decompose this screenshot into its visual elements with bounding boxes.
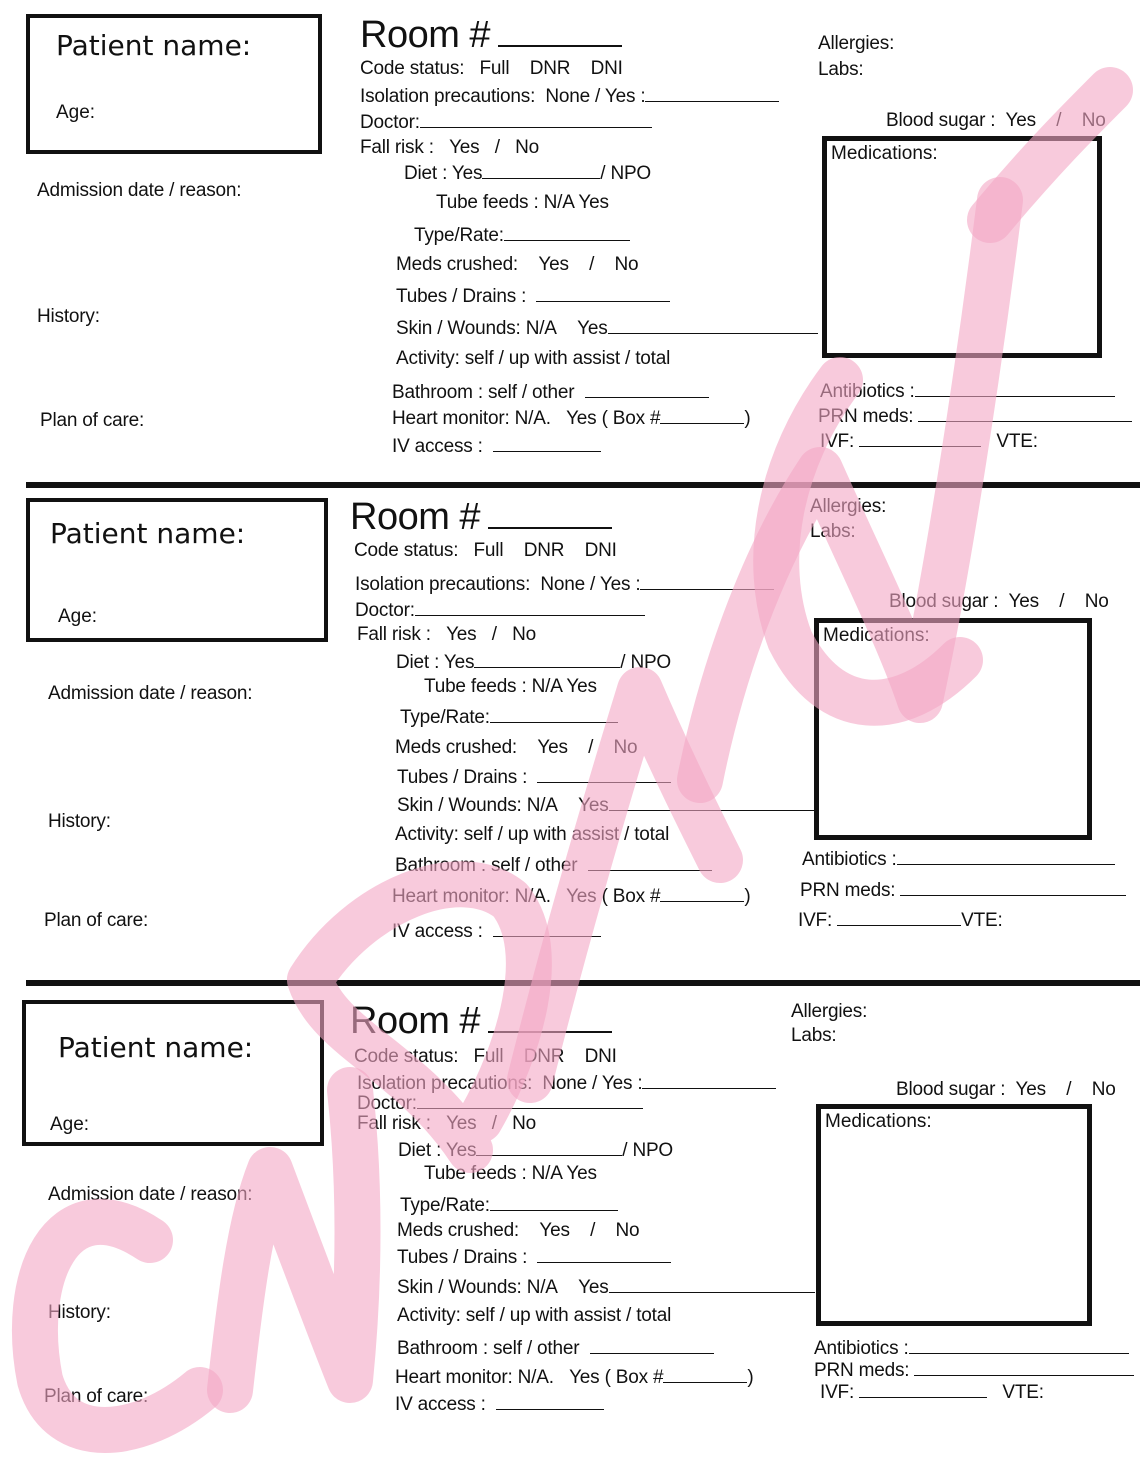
bathroom-label[interactable]: Bathroom : self / other	[397, 1338, 580, 1359]
patient-name-label: Patient name:	[56, 29, 252, 62]
fall-risk-no[interactable]: No	[512, 1113, 536, 1134]
tube-feeds-row	[424, 676, 597, 698]
tube-feeds-row	[436, 192, 609, 214]
heart-monitor-box: ( Box #	[604, 1367, 664, 1388]
meds-crushed-no[interactable]: No	[615, 1220, 640, 1241]
medications-label: Medications:	[823, 625, 930, 646]
meds-crushed-yes[interactable]: Yes	[538, 254, 569, 275]
isolation-label: Isolation precautions:	[357, 1073, 533, 1094]
tube-feeds-row	[424, 1163, 597, 1185]
heart-monitor-label[interactable]: Heart monitor: N/A.	[395, 1367, 554, 1388]
doctor-label: Doctor:	[360, 112, 420, 133]
blood-sugar-no[interactable]: No	[1081, 110, 1106, 131]
fall-risk-label: Fall risk :	[357, 624, 431, 645]
medications-box[interactable]	[814, 618, 1092, 840]
ivf-row	[820, 1381, 1044, 1404]
admission-label: Admission date / reason:	[48, 1184, 253, 1205]
room-number[interactable]	[350, 496, 612, 538]
blood-sugar-no[interactable]: No	[1084, 591, 1109, 612]
code-dni[interactable]: DNI	[584, 1046, 617, 1067]
bathroom-label[interactable]: Bathroom : self / other	[392, 382, 575, 403]
diet-label: Diet : Yes	[398, 1140, 477, 1161]
meds-crushed-row	[396, 254, 638, 276]
slash: /	[590, 1220, 596, 1241]
type-rate-label: Type/Rate:	[400, 1195, 490, 1216]
isolation-row	[360, 85, 779, 108]
skin-wounds-row	[396, 317, 818, 340]
bathroom-blank[interactable]	[590, 1337, 714, 1354]
skin-wounds-label: Skin / Wounds: N/A	[396, 318, 557, 339]
box-blank[interactable]	[660, 885, 744, 902]
fall-risk-label: Fall risk :	[357, 1113, 431, 1134]
code-dni[interactable]: DNI	[584, 540, 617, 561]
vte-label: VTE:	[961, 910, 1003, 931]
blood-sugar-label: Blood sugar :	[886, 110, 996, 131]
tubes-drains-blank[interactable]	[537, 766, 671, 783]
close-paren: )	[744, 408, 751, 429]
activity-row	[395, 824, 669, 846]
code-status-label: Code status:	[354, 540, 459, 561]
room-blank	[498, 17, 622, 47]
diet-blank[interactable]	[474, 651, 620, 668]
heart-monitor-label[interactable]: Heart monitor: N/A.	[392, 408, 551, 429]
patient-name-label: Patient name:	[58, 1031, 254, 1064]
code-status-row	[354, 1046, 617, 1068]
history-label: History:	[48, 1302, 111, 1323]
doctor-row	[355, 599, 645, 622]
doctor-row	[360, 111, 652, 134]
meds-crushed-row	[395, 737, 637, 759]
patient-name-box[interactable]	[26, 14, 322, 154]
tubes-drains-row	[397, 1246, 671, 1269]
code-status-row	[354, 540, 617, 562]
type-rate-label: Type/Rate:	[400, 707, 490, 728]
fall-risk-no[interactable]: No	[512, 624, 536, 645]
doctor-blank[interactable]	[417, 1092, 643, 1109]
labs-label: Labs:	[810, 521, 856, 542]
vte-label: VTE:	[1002, 1382, 1044, 1403]
blood-sugar-label: Blood sugar :	[889, 591, 999, 612]
antibiotics-label: Antibiotics :	[802, 849, 897, 870]
labs-label: Labs:	[791, 1025, 837, 1046]
slash: /	[491, 624, 497, 645]
antibiotics-row	[820, 380, 1115, 403]
labs-label: Labs:	[818, 59, 864, 80]
plan-of-care-label: Plan of care:	[44, 910, 149, 931]
activity-label[interactable]: Activity: self / up with assist / total	[397, 1305, 672, 1326]
doctor-row	[357, 1092, 643, 1115]
prn-meds-label: PRN meds:	[814, 1360, 910, 1381]
isolation-blank[interactable]	[642, 1072, 776, 1089]
antibiotics-label: Antibiotics :	[820, 381, 915, 402]
code-dni[interactable]: DNI	[590, 58, 623, 79]
tube-feeds-label[interactable]: Tube feeds : N/A Yes	[436, 192, 609, 213]
code-dnr[interactable]: DNR	[529, 58, 571, 79]
meds-crushed-label: Meds crushed:	[397, 1220, 520, 1241]
prn-meds-blank[interactable]	[918, 405, 1132, 422]
heart-monitor-yes[interactable]: Yes	[569, 1367, 600, 1388]
fall-risk-row	[357, 1113, 536, 1135]
plan-of-care-label: Plan of care:	[40, 410, 145, 431]
isolation-label: Isolation precautions:	[360, 86, 536, 107]
diet-label: Diet : Yes	[404, 163, 483, 184]
allergies-label: Allergies:	[810, 496, 887, 517]
age-label: Age:	[50, 1114, 90, 1135]
skin-wounds-row	[397, 794, 815, 817]
meds-crushed-yes[interactable]: Yes	[539, 1220, 570, 1241]
tubes-drains-label: Tubes / Drains :	[397, 767, 528, 788]
prn-meds-row	[818, 405, 1132, 428]
room-label: Room #	[350, 1000, 481, 1042]
meds-crushed-row	[397, 1220, 639, 1242]
diet-row	[398, 1139, 673, 1162]
meds-crushed-no[interactable]: No	[614, 254, 639, 275]
diet-npo[interactable]: / NPO	[600, 163, 652, 184]
type-rate-row	[400, 706, 618, 729]
vte-label: VTE:	[996, 431, 1038, 452]
skin-wounds-blank[interactable]	[609, 1276, 815, 1293]
tubes-drains-blank[interactable]	[536, 285, 670, 302]
patient-name-label: Patient name:	[50, 517, 246, 550]
type-rate-label: Type/Rate:	[414, 225, 504, 246]
antibiotics-row	[802, 848, 1115, 871]
skin-wounds-yes[interactable]: Yes	[577, 318, 608, 339]
skin-wounds-blank[interactable]	[608, 317, 818, 334]
antibiotics-blank[interactable]	[915, 380, 1115, 397]
allergies-label: Allergies:	[818, 33, 895, 54]
box-blank[interactable]	[663, 1366, 747, 1383]
fall-risk-yes[interactable]: Yes	[446, 624, 477, 645]
medications-box[interactable]	[822, 136, 1102, 358]
activity-row	[396, 348, 670, 370]
code-status-label: Code status:	[360, 58, 465, 79]
box-blank[interactable]	[660, 407, 744, 424]
skin-wounds-yes[interactable]: Yes	[578, 1277, 609, 1298]
code-status-label: Code status:	[354, 1046, 459, 1067]
fall-risk-row	[360, 137, 539, 159]
type-rate-blank[interactable]	[490, 706, 618, 723]
isolation-label: Isolation precautions:	[355, 574, 531, 595]
patient-name-box[interactable]	[26, 498, 328, 642]
room-blank	[488, 1003, 612, 1033]
code-full[interactable]: Full	[473, 540, 504, 561]
meds-crushed-yes[interactable]: Yes	[537, 737, 568, 758]
patient-section-1	[0, 0, 1140, 490]
ivf-blank[interactable]	[859, 430, 981, 447]
heart-monitor-yes[interactable]: Yes	[566, 886, 597, 907]
room-label: Room #	[350, 496, 481, 538]
heart-monitor-yes[interactable]: Yes	[566, 408, 597, 429]
type-rate-blank[interactable]	[504, 224, 630, 241]
plan-of-care-label: Plan of care:	[44, 1386, 149, 1407]
bathroom-row	[395, 854, 712, 877]
diet-blank[interactable]	[482, 162, 600, 179]
age-label: Age:	[58, 606, 98, 627]
antibiotics-blank[interactable]	[897, 848, 1115, 865]
meds-crushed-label: Meds crushed:	[396, 254, 519, 275]
tubes-drains-label: Tubes / Drains :	[397, 1247, 528, 1268]
iv-access-label: IV access :	[392, 921, 483, 942]
doctor-label: Doctor:	[355, 600, 415, 621]
bathroom-label[interactable]: Bathroom : self / other	[395, 855, 578, 876]
iv-access-row	[395, 1393, 604, 1416]
blood-sugar-yes[interactable]: Yes	[1005, 110, 1036, 131]
slash: /	[589, 254, 595, 275]
type-rate-blank[interactable]	[490, 1194, 618, 1211]
diet-label: Diet : Yes	[396, 652, 475, 673]
blood-sugar-row	[889, 591, 1109, 613]
bathroom-row	[397, 1337, 714, 1360]
skin-wounds-blank[interactable]	[609, 794, 815, 811]
diet-npo[interactable]: / NPO	[620, 652, 672, 673]
room-number[interactable]	[360, 14, 622, 56]
doctor-blank[interactable]	[420, 111, 652, 128]
heart-monitor-box: ( Box #	[601, 408, 661, 429]
history-label: History:	[37, 306, 100, 327]
bathroom-row	[392, 381, 709, 404]
ivf-label: IVF:	[820, 1382, 855, 1403]
tube-feeds-label[interactable]: Tube feeds : N/A Yes	[424, 1163, 597, 1184]
iv-access-label: IV access :	[392, 436, 483, 457]
prn-meds-blank[interactable]	[914, 1359, 1134, 1376]
patient-section-3	[0, 986, 1140, 1476]
diet-blank[interactable]	[476, 1139, 622, 1156]
patient-section-2	[0, 484, 1140, 974]
isolation-blank[interactable]	[640, 573, 774, 590]
diet-row	[396, 651, 671, 674]
ivf-label: IVF:	[798, 910, 833, 931]
fall-risk-label: Fall risk :	[360, 137, 434, 158]
blood-sugar-row	[886, 110, 1106, 132]
age-label: Age:	[56, 102, 96, 123]
code-dnr[interactable]: DNR	[523, 1046, 565, 1067]
blood-sugar-yes[interactable]: Yes	[1008, 591, 1039, 612]
meds-crushed-label: Meds crushed:	[395, 737, 518, 758]
meds-crushed-no[interactable]: No	[613, 737, 638, 758]
isolation-options[interactable]: None / Yes :	[542, 1073, 643, 1094]
blood-sugar-label: Blood sugar :	[896, 1079, 1006, 1100]
activity-row	[397, 1305, 671, 1327]
fall-risk-row	[357, 624, 536, 646]
prn-meds-row	[814, 1359, 1134, 1382]
isolation-blank[interactable]	[645, 85, 779, 102]
tubes-drains-row	[396, 285, 670, 308]
iv-access-row	[392, 435, 601, 458]
bathroom-blank[interactable]	[588, 854, 712, 871]
iv-access-row	[392, 920, 601, 943]
doctor-blank[interactable]	[415, 599, 645, 616]
heart-monitor-row	[392, 885, 751, 908]
diet-npo[interactable]: / NPO	[622, 1140, 674, 1161]
antibiotics-blank[interactable]	[909, 1337, 1129, 1354]
isolation-options[interactable]: None / Yes :	[540, 574, 641, 595]
skin-wounds-row	[397, 1276, 815, 1299]
tubes-drains-label: Tubes / Drains :	[396, 286, 527, 307]
heart-monitor-row	[395, 1366, 754, 1389]
heart-monitor-box: ( Box #	[601, 886, 661, 907]
type-rate-row	[414, 224, 630, 247]
isolation-options[interactable]: None / Yes :	[545, 86, 646, 107]
tubes-drains-row	[397, 766, 671, 789]
antibiotics-label: Antibiotics :	[814, 1338, 909, 1359]
fall-risk-no[interactable]: No	[515, 137, 539, 158]
code-status-row	[360, 58, 623, 80]
close-paren: )	[744, 886, 751, 907]
slash: /	[1059, 591, 1065, 612]
ivf-row	[820, 430, 1038, 453]
room-number[interactable]	[350, 1000, 612, 1042]
blood-sugar-no[interactable]: No	[1091, 1079, 1116, 1100]
close-paren: )	[747, 1367, 754, 1388]
activity-label[interactable]: Activity: self / up with assist / total	[395, 824, 670, 845]
prn-meds-label: PRN meds:	[800, 880, 896, 901]
history-label: History:	[48, 811, 111, 832]
code-full[interactable]: Full	[479, 58, 510, 79]
medications-label: Medications:	[825, 1111, 932, 1132]
prn-meds-label: PRN meds:	[818, 406, 914, 427]
blood-sugar-row	[896, 1079, 1116, 1101]
slash: /	[1066, 1079, 1072, 1100]
fall-risk-yes[interactable]: Yes	[446, 1113, 477, 1134]
skin-wounds-label: Skin / Wounds: N/A	[397, 1277, 558, 1298]
code-dnr[interactable]: DNR	[523, 540, 565, 561]
diet-row	[404, 162, 651, 185]
allergies-label: Allergies:	[791, 1001, 868, 1022]
patient-name-box[interactable]	[22, 1000, 324, 1146]
bathroom-blank[interactable]	[585, 381, 709, 398]
ivf-blank[interactable]	[859, 1381, 987, 1398]
iv-access-blank[interactable]	[496, 1393, 604, 1410]
slash: /	[491, 1113, 497, 1134]
antibiotics-row	[814, 1337, 1129, 1360]
admission-label: Admission date / reason:	[48, 683, 253, 704]
iv-access-blank[interactable]	[493, 920, 601, 937]
medications-label: Medications:	[831, 143, 938, 164]
tube-feeds-label[interactable]: Tube feeds : N/A Yes	[424, 676, 597, 697]
code-full[interactable]: Full	[473, 1046, 504, 1067]
skin-wounds-label: Skin / Wounds: N/A	[397, 795, 558, 816]
isolation-row	[355, 573, 774, 596]
tubes-drains-blank[interactable]	[537, 1246, 671, 1263]
admission-label: Admission date / reason:	[37, 180, 242, 201]
activity-label[interactable]: Activity: self / up with assist / total	[396, 348, 671, 369]
fall-risk-yes[interactable]: Yes	[449, 137, 480, 158]
prn-meds-blank[interactable]	[900, 879, 1126, 896]
skin-wounds-yes[interactable]: Yes	[578, 795, 609, 816]
ivf-label: IVF:	[820, 431, 855, 452]
prn-meds-row	[800, 879, 1126, 902]
doctor-label: Doctor:	[357, 1093, 417, 1114]
iv-access-label: IV access :	[395, 1394, 486, 1415]
heart-monitor-row	[392, 407, 751, 430]
room-label: Room #	[360, 14, 491, 56]
type-rate-row	[400, 1194, 618, 1217]
slash: /	[494, 137, 500, 158]
blood-sugar-yes[interactable]: Yes	[1015, 1079, 1046, 1100]
ivf-blank[interactable]	[837, 909, 961, 926]
slash: /	[1056, 110, 1062, 131]
heart-monitor-label[interactable]: Heart monitor: N/A.	[392, 886, 551, 907]
slash: /	[588, 737, 594, 758]
medications-box[interactable]	[816, 1104, 1092, 1326]
ivf-row	[798, 909, 1003, 932]
iv-access-blank[interactable]	[493, 435, 601, 452]
room-blank	[488, 499, 612, 529]
